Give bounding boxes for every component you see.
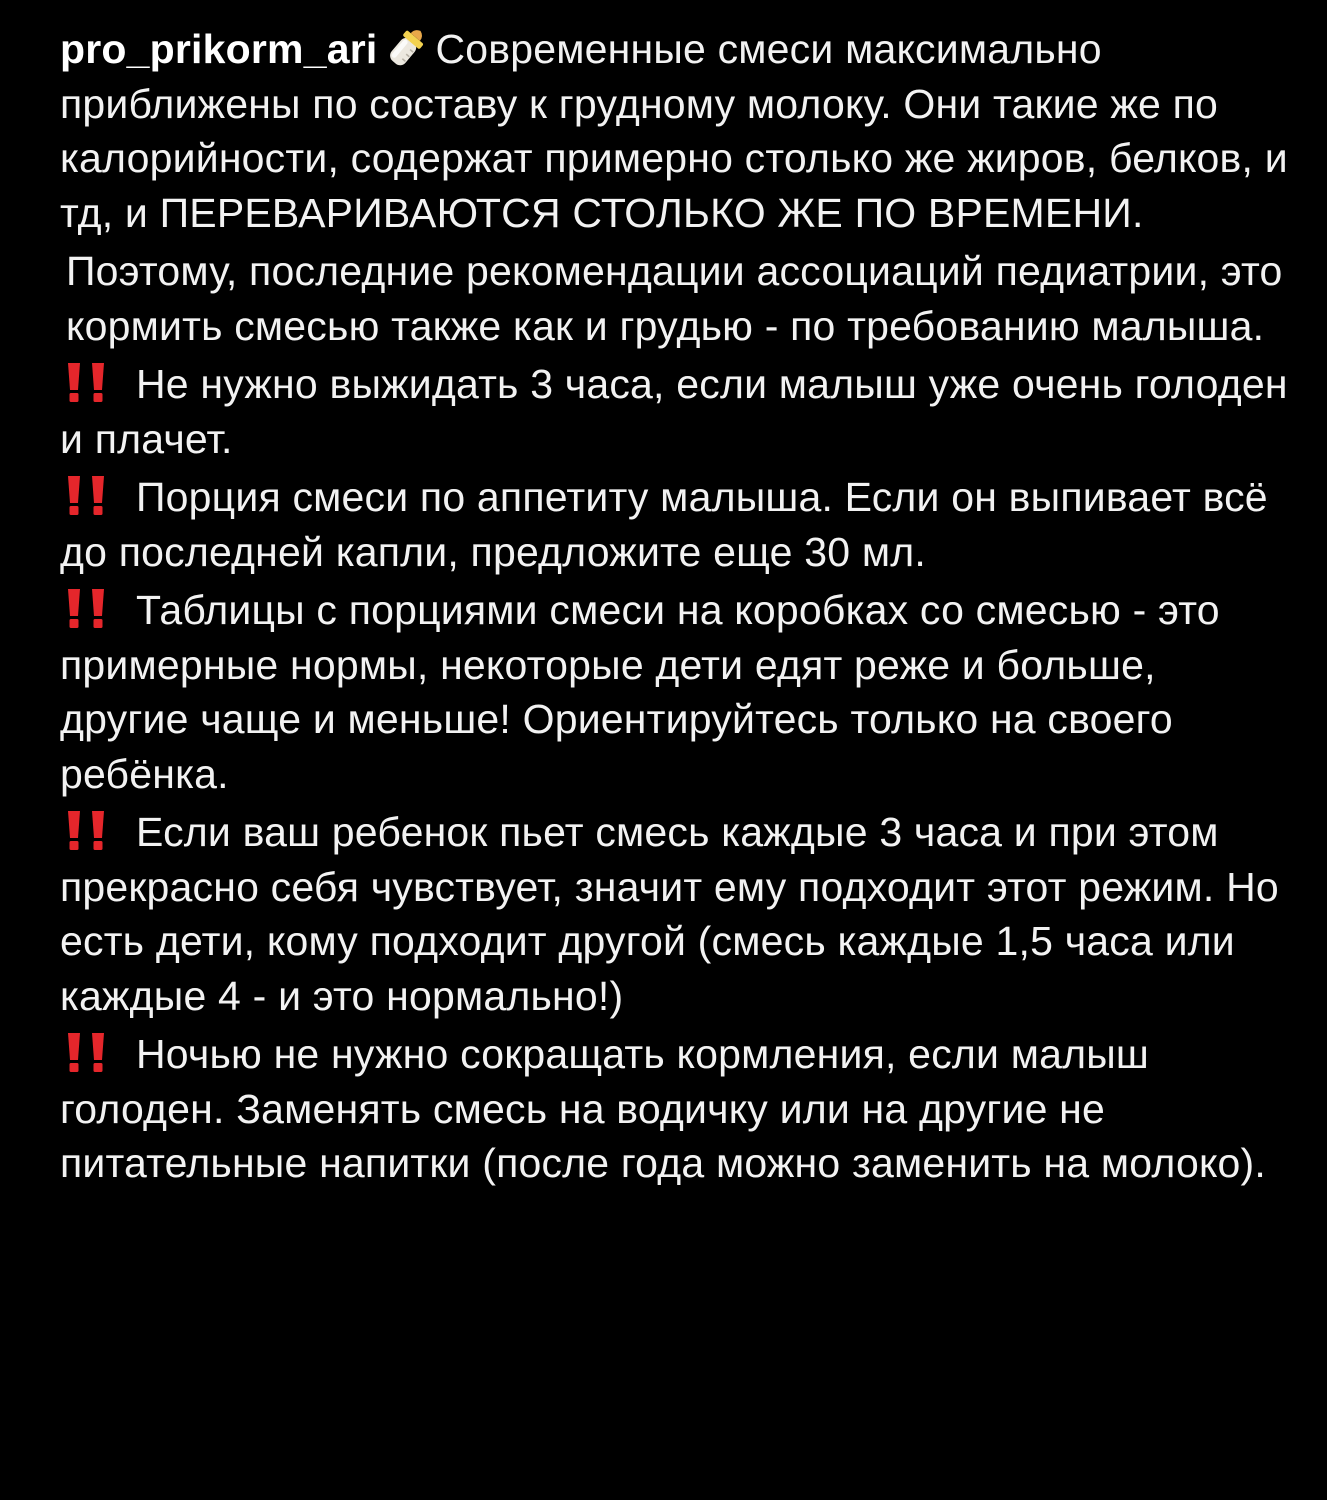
list-item-text: Ночью не нужно сокращать кормления, если малыш голоден. Заменять смесь на водичку или на другие не питательные напитки (после года можно заменить на молоко).	[60, 1031, 1266, 1186]
caption-recommendation-paragraph: Поэтому, последние рекомендации ассоциаций педиатрии, это кормить смесью также как и грудью - по требованию малыша.	[66, 248, 1283, 349]
post-caption	[60, 22, 1290, 1191]
double-exclamation-icon	[60, 1032, 114, 1072]
double-exclamation-icon	[60, 588, 114, 628]
list-item	[60, 470, 1290, 579]
list-item-text: Порция смеси по аппетиту малыша. Если он выпивает всё до последней капли, предложите еще 30 мл.	[60, 474, 1268, 575]
list-item	[60, 805, 1290, 1023]
double-exclamation-icon	[60, 475, 114, 515]
list-item	[60, 1027, 1290, 1191]
double-exclamation-icon	[60, 362, 114, 402]
list-item-text: Таблицы с порциями смеси на коробках со смесью - это примерные нормы, некоторые дети едят реже и больше, другие чаще и меньше! Ориентируйтесь только на своего ребёнка.	[60, 587, 1220, 797]
baby-bottle-icon	[383, 25, 431, 69]
list-item	[60, 357, 1290, 466]
list-item-text: Не нужно выжидать 3 часа, если малыш уже очень голоден и плачет.	[60, 361, 1288, 462]
double-exclamation-icon	[60, 810, 114, 850]
list-item	[60, 583, 1290, 801]
caption-intro-paragraph	[60, 22, 1290, 240]
list-item-text: Если ваш ребенок пьет смесь каждые 3 часа и при этом прекрасно себя чувствует, значит ему подходит этот режим. Но есть дети, кому подходит другой (смесь каждые 1,5 часа или каждые 4 - и это нормально!)	[60, 809, 1279, 1019]
username-link[interactable]: pro_prikorm_ari	[60, 26, 378, 72]
intro-text: Современные смеси максимально приближены по составу к грудному молоку. Они такие же по калорийности, содержат примерно столько же жиров, белков, и тд, и ПЕРЕВАРИВАЮТСЯ СТОЛЬКО ЖЕ ПО ВРЕМЕНИ.	[60, 26, 1288, 236]
